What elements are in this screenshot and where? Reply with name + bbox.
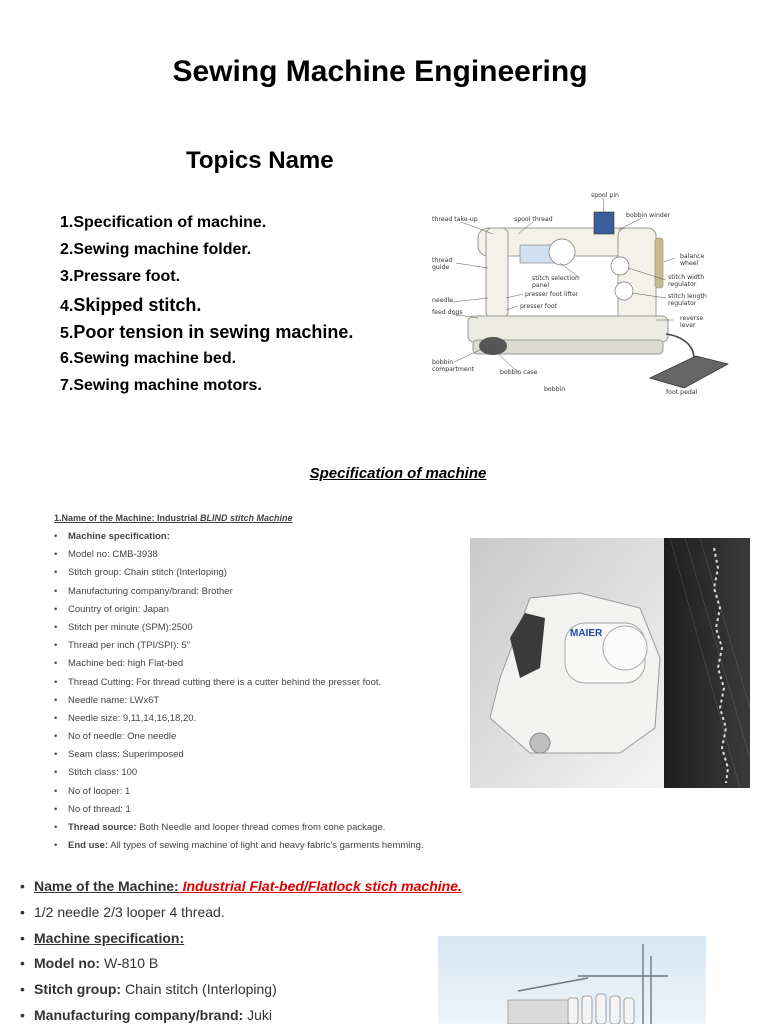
label-reverse-lever: lever <box>680 322 696 329</box>
label-reverse-lever: reverse <box>680 315 704 322</box>
list-item: • No of needle: One needle <box>54 729 424 747</box>
list-item: • Machine specification: <box>54 529 424 547</box>
topic-item: 5.Poor tension in sewing machine. <box>60 321 354 342</box>
label-foot-pedal: foot pedal <box>666 389 698 396</box>
list-item: • 1/2 needle 2/3 looper 4 thread. <box>20 902 462 928</box>
list-item: • Thread source: Both Needle and looper thread comes from cone package. <box>54 820 424 838</box>
list-item: • Stitch class: 100 <box>54 765 424 783</box>
list-item: • Machine bed: high Flat-bed <box>54 656 424 674</box>
topic-item: 3.Pressare foot. <box>60 268 181 286</box>
topic-item: 2.Sewing machine folder. <box>60 241 252 259</box>
topics-heading: Topics Name <box>186 147 334 174</box>
label-thread-guide: guide <box>432 264 450 271</box>
flatlock-machine-photo <box>438 936 706 1024</box>
label-stitch-length-regulator: stitch length <box>668 293 707 300</box>
list-item: • Machine specification: <box>20 928 462 954</box>
list-item: • Manufacturing company/brand: Brother <box>54 584 424 602</box>
list-item: • Country of origin: Japan <box>54 602 424 620</box>
label-stitch-width-regulator: regulator <box>668 281 697 288</box>
label-stitch-length-regulator: regulator <box>668 300 697 307</box>
label-feed-dogs: feed dogs <box>432 309 463 316</box>
label-thread-guide: thread <box>432 257 453 264</box>
label-spool-thread: spool thread <box>514 216 553 223</box>
list-item: • Stitch group: Chain stitch (Interloping) <box>54 565 424 583</box>
list-item: • Manufacturing company/brand: Juki <box>20 1005 462 1031</box>
photo-brand-text: MAIER <box>570 628 603 639</box>
spec-heading: Specification of machine <box>309 465 487 482</box>
label-bobbin-compartment: compartment <box>432 366 475 373</box>
topic-item: 7.Sewing machine motors. <box>60 377 262 395</box>
label-bobbin-compartment: bobbin <box>432 359 454 366</box>
list-item: • Name of the Machine: Industrial Flat-bed/Flatlock stich machine. <box>20 876 462 902</box>
list-item: • Seam class: Superimposed <box>54 747 424 765</box>
label-stitch-selection-panel: stitch selection <box>532 275 579 282</box>
label-stitch-selection-panel: panel <box>532 282 550 289</box>
list-item: • No of looper: 1 <box>54 784 424 802</box>
topic-item: 4.Skipped stitch. <box>60 294 202 315</box>
label-bobbin-case: bobbin case <box>500 369 538 376</box>
label-needle: needle <box>432 297 453 304</box>
list-item: • End use: All types of sewing machine of light and heavy fabric's garments hemming. <box>54 838 424 856</box>
label-thread-take-up: thread take-up <box>432 216 478 223</box>
blind-stitch-machine-photo <box>470 538 750 788</box>
list-item: • No of thread: 1 <box>54 802 424 820</box>
label-bobbin: bobbin <box>544 386 566 393</box>
label-balance-wheel: wheel <box>680 260 699 267</box>
list-item: • Stitch per minute (SPM):2500 <box>54 620 424 638</box>
label-spool-pin: spool pin <box>591 192 619 199</box>
label-balance-wheel: balance <box>680 253 705 260</box>
list-item: • Thread Cutting: For thread cutting there is a cutter behind the presser foot. <box>54 675 424 693</box>
list-item: • Model no: W-810 B <box>20 953 462 979</box>
machine1-title: 1.Name of the Machine: Industrial BLIND stitch Machine <box>54 513 293 523</box>
page-title: Sewing Machine Engineering <box>172 55 588 88</box>
topic-item: 6.Sewing machine bed. <box>60 349 237 367</box>
list-item: • Model no: CMB-3938 <box>54 547 424 565</box>
label-presser-foot: presser foot <box>520 303 558 310</box>
machine1-spec-list <box>54 529 424 856</box>
label-bobbin-winder: bobbin winder <box>626 212 671 219</box>
label-presser-foot-lifter: presser foot lifter <box>525 291 579 298</box>
list-item: • Needle size: 9,11,14,16,18,20. <box>54 711 424 729</box>
topic-item: 1.Specification of machine. <box>60 214 267 231</box>
machine2-spec-list <box>20 876 462 1031</box>
list-item: • Thread per inch (TPI/SPI): 5" <box>54 638 424 656</box>
label-stitch-width-regulator: stitch width <box>668 274 705 281</box>
topics-list <box>60 212 353 402</box>
sewing-machine-diagram <box>428 188 736 400</box>
list-item: • Needle name: LWx6T <box>54 693 424 711</box>
list-item: • Stitch group: Chain stitch (Interloping) <box>20 979 462 1005</box>
